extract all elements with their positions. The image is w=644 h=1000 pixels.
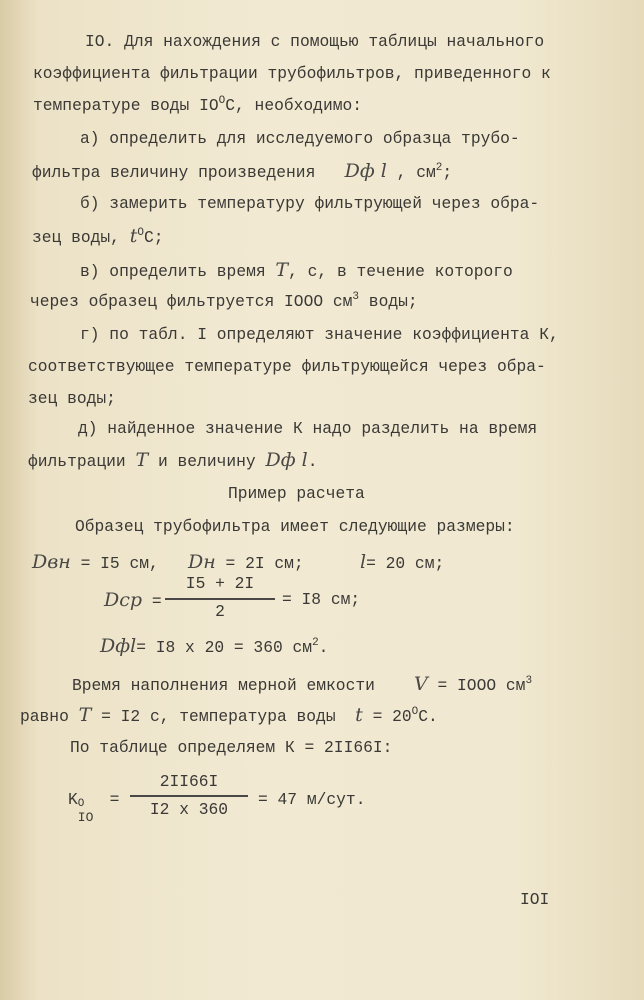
text: C, необходимо: (225, 96, 363, 115)
text-line (32, 226, 164, 248)
text: зец воды, (32, 228, 120, 247)
text: = 47 м/сут. (258, 790, 366, 809)
text: . (307, 452, 318, 471)
formula-dimensions (188, 552, 304, 574)
text: = 2I см; (225, 554, 304, 573)
math-symbol: T (135, 449, 149, 471)
denominator: 2 (215, 602, 225, 621)
text: = 20 см; (366, 554, 445, 573)
text: C. (418, 707, 438, 726)
math-symbol: Dвн (32, 551, 71, 573)
denominator: I2 x 360 (149, 800, 229, 819)
text: = I5 см, (80, 554, 159, 573)
superscript: 2 (435, 162, 443, 174)
superscript: O (137, 227, 144, 239)
text: = 20 (372, 707, 412, 726)
text: = IOOO см (437, 676, 526, 695)
superscript: 2 (312, 637, 319, 649)
text-line: коэффициента фильтрации трубофильтров, приведенного к (33, 64, 551, 83)
text: через образец фильтруется IOOO см (30, 292, 353, 311)
text-line: соответствующее температуре фильтрующейся через обра- (28, 357, 546, 376)
text: фильтра величину произведения (32, 163, 316, 182)
math-symbol: V (413, 673, 428, 695)
math-symbol: Dн (188, 551, 216, 573)
math-symbol: T (78, 704, 92, 726)
text-line: г) по табл. I определяют значение коэффициента К, (80, 325, 559, 344)
text: = (109, 790, 120, 809)
text: , см (386, 163, 436, 182)
math-symbol: l (360, 551, 367, 573)
text-line: По таблице определяем К = 2II66I: (70, 738, 393, 757)
numerator: I5 + 2I (185, 574, 255, 593)
superscript: O (218, 95, 226, 107)
page-number: IOI (520, 890, 550, 909)
text-line (80, 260, 513, 282)
text-line: зец воды; (28, 389, 116, 408)
text-line (30, 292, 418, 312)
section-heading: Пример расчета (228, 484, 365, 503)
superscript: 3 (525, 675, 533, 687)
text-line: а) определить для исследуемого образца трубо- (80, 129, 520, 148)
text-line (33, 96, 362, 116)
text: . (318, 638, 329, 657)
text-line: Образец трубофильтра имеет следующие размеры: (75, 517, 515, 536)
formula-product (100, 636, 328, 658)
text: C; (143, 228, 164, 247)
math-symbol: t (355, 704, 363, 726)
text: воды; (359, 292, 418, 311)
text: ; (442, 163, 453, 182)
text-line: IO. Для нахождения с помощью таблицы начального (85, 32, 545, 51)
fraction-bar (130, 795, 248, 797)
text-line (72, 674, 532, 696)
text: = I2 с, температура воды (101, 707, 336, 726)
text: Время наполнения мерной емкости (72, 676, 375, 695)
superscript: O (77, 798, 85, 810)
text: равно (20, 707, 69, 726)
text-line: б) замерить температуру фильтрующей через обра- (80, 194, 540, 213)
text: в) определить время (80, 262, 266, 281)
superscript: 3 (352, 291, 360, 303)
math-symbol: T (275, 259, 289, 281)
numerator: 2II66I (159, 772, 219, 791)
math-symbol: Dфl (100, 635, 137, 657)
text-line: д) найденное значение К надо разделить на время (78, 419, 538, 438)
fraction-bar (165, 598, 275, 600)
math-symbol: t (129, 225, 138, 247)
math-symbol: Dф l (265, 449, 308, 471)
text: = I8 x 20 = 360 см (136, 638, 313, 657)
text: = (151, 592, 162, 611)
formula-dimensions (32, 552, 159, 574)
text: температуре воды IO (33, 96, 219, 115)
subscript: IO (77, 810, 94, 825)
math-symbol: Dср (104, 589, 143, 611)
text-line (32, 161, 452, 183)
text-line (28, 450, 317, 472)
text: и величину (157, 452, 256, 471)
superscript: O (411, 706, 419, 718)
math-symbol: Dф l (344, 160, 387, 182)
text: , с, в течение которого (288, 262, 513, 281)
math-symbol: K (68, 790, 78, 809)
text: = I8 см; (282, 590, 361, 609)
formula-dimensions (360, 552, 444, 574)
text: фильтрации (28, 452, 126, 471)
text-line (20, 705, 438, 727)
